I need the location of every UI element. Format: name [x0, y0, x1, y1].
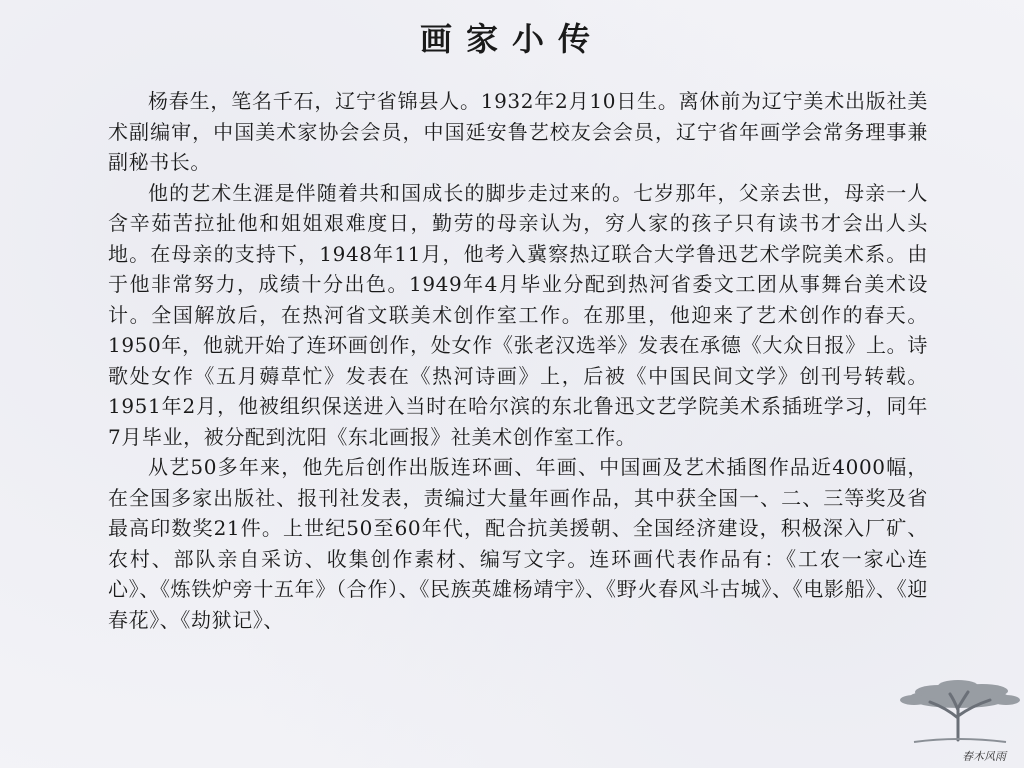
page-title: 画家小传 — [419, 20, 604, 58]
paragraph-1: 杨春生，笔名千石，辽宁省锦县人。1932年2月10日生。离休前为辽宁美术出版社美术副编审，中国美术家协会会员，中国延安鲁艺校友会会员，辽宁省年画学会常务理事兼副秘书长。 — [108, 89, 928, 174]
paragraph-2: 他的艺术生涯是伴随着共和国成长的脚步走过来的。七岁那年，父亲去世，母亲一人含辛茹苦拉扯他和姐姐艰难度日，勤劳的母亲认为，穷人家的孩子只有读书才会出人头地。在母亲的支持下，1948年11月，他考入冀察热辽联合大学鲁迅艺术学院美术系。由于他非常努力，成绩十分出色。1949年4月毕业分配到热河省委文工团从事舞台美术设计。全国解放后，在热河省文联美术创作室工作。在那里，他迎来了艺术创作的春天。1950年，他就开始了连环画创作，处女作《张老汉选举》发表在承德《大众日报》上。诗歌处女作《五月薅草忙》发表在《热河诗画》上，后被《中国民间文学》创刊号转载。1951年2月，他被组织保送进入当时在哈尔滨的东北鲁迅文艺学院美术系插班学习，同年7月毕业，被分配到沈阳《东北画报》社美术创作室工作。 — [108, 180, 928, 449]
watermark-label: 春木风雨 — [962, 750, 1006, 763]
watermark-logo — [894, 678, 1024, 768]
biography-text — [108, 86, 928, 635]
tree-logo-icon — [894, 678, 1024, 758]
paragraph-3: 从艺50多年来，他先后创作出版连环画、年画、中国画及艺术插图作品近4000幅，在全国多家出版社、报刊社发表，责编过大量年画作品，其中获全国一、二、三等奖及省最高印数奖21件。上世纪50至60年代，配合抗美援朝、全国经济建设，积极深入厂矿、农村、部队亲自采访、收集创作素材、编写文字。连环画代表作品有：《工农一家心连心》、《炼铁炉旁十五年》（合作）、《民族英雄杨靖宇》、《野火春风斗古城》、《电影船》、《迎春花》、《劫狱记》、 — [108, 455, 928, 632]
